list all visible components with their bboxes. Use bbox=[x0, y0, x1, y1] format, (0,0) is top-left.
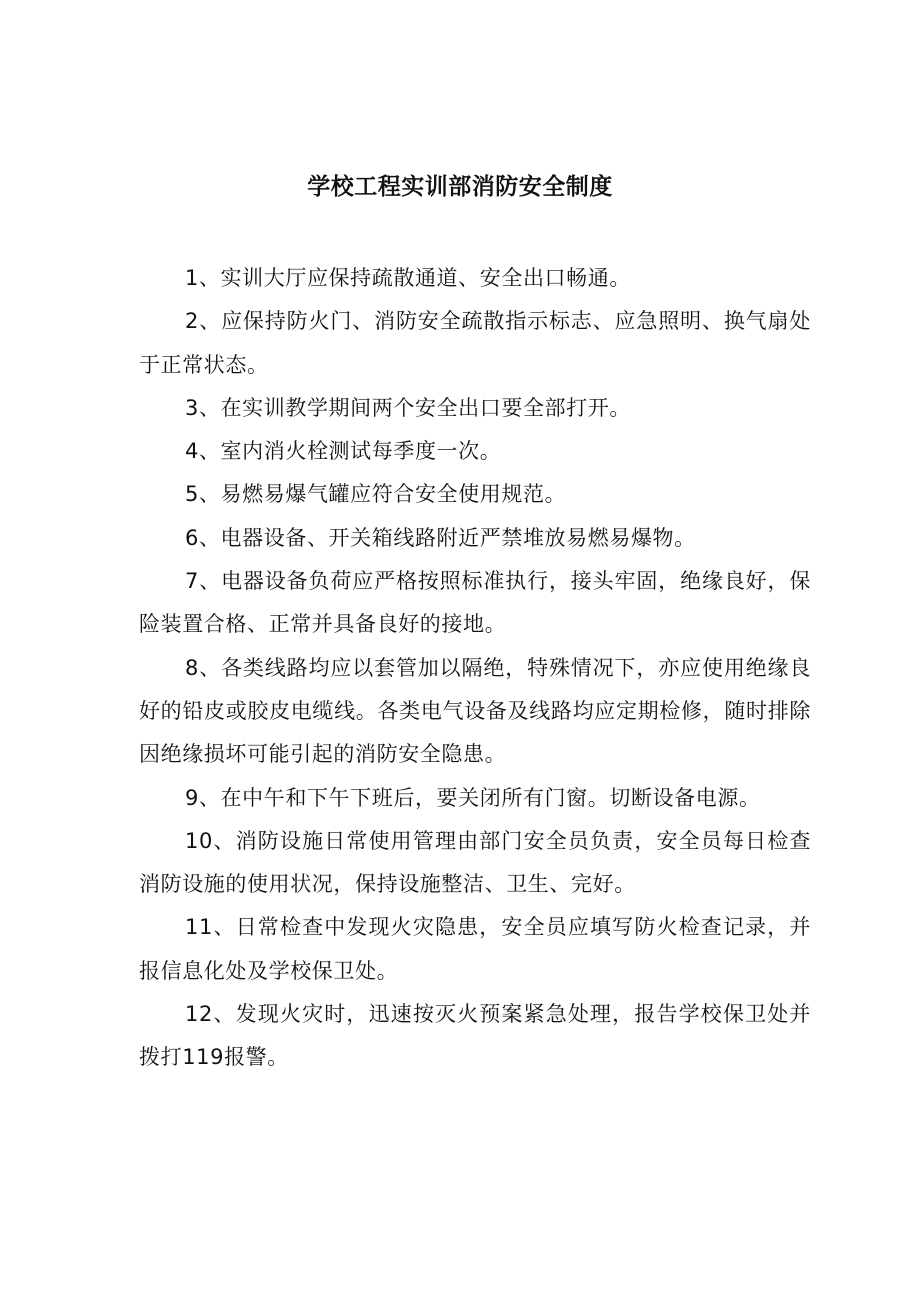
rule-item-6: 6、电器设备、开关箱线路附近严禁堆放易燃易爆物。 bbox=[185, 525, 696, 550]
rule-item-1: 1、实训大厅应保持疏散通道、安全出口畅通。 bbox=[185, 266, 631, 290]
document-body bbox=[139, 257, 811, 1080]
rule-item-8: 8、各类线路均应以套管加以隔绝，特殊情况下，亦应使用绝缘良好的铅皮或胶皮电缆线。各类电气设备及线路均应定期检修，随时排除因绝缘损坏可能引起的消防安全隐患。 bbox=[139, 655, 811, 767]
rule-item-5: 5、易燃易爆气罐应符合安全使用规范。 bbox=[185, 482, 567, 507]
rule-item-4: 4、室内消火栓测试每季度一次。 bbox=[185, 439, 502, 464]
rule-item-2: 2、应保持防火门、消防安全疏散指示标志、应急照明、换气扇处于正常状态。 bbox=[139, 309, 811, 377]
rule-item-3: 3、在实训教学期间两个安全出口要全部打开。 bbox=[185, 395, 631, 420]
rule-item-10: 10、消防设施日常使用管理由部门安全员负责，安全员每日检查消防设施的使用状况，保持设施整洁、卫生、完好。 bbox=[139, 828, 811, 897]
document-title: 学校工程实训部消防安全制度 bbox=[307, 174, 613, 200]
rule-item-12: 12、发现火灾时，迅速按灭火预案紧急处理，报告学校保卫处并拨打119报警。 bbox=[139, 1002, 811, 1070]
rule-item-9: 9、在中午和下午下班后，要关闭所有门窗。切断设备电源。 bbox=[185, 785, 761, 810]
rule-item-11: 11、日常检查中发现火灾隐患，安全员应填写防火检查记录，并报信息化处及学校保卫处。 bbox=[139, 915, 811, 983]
rule-item-7: 7、电器设备负荷应严格按照标准执行，接头牢固，绝缘良好，保险装置合格、正常并具备良好的接地。 bbox=[139, 569, 811, 637]
